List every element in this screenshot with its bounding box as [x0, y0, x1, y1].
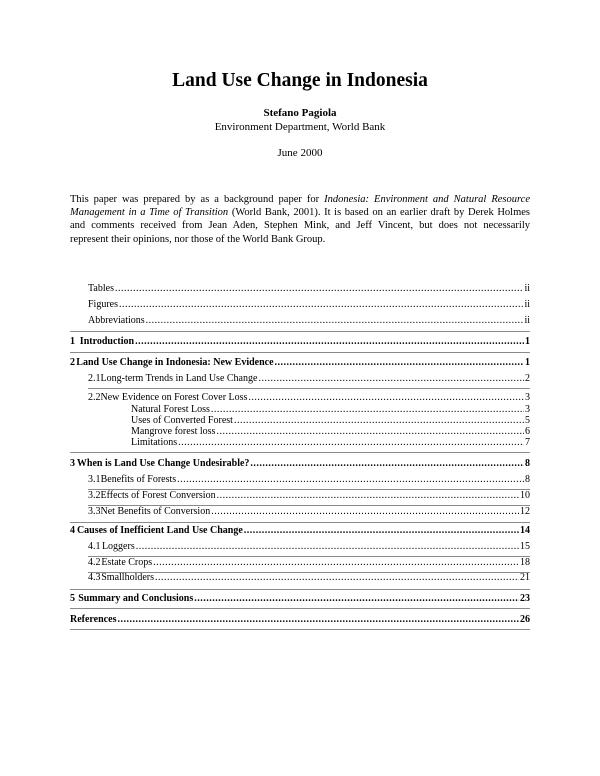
toc-leader	[211, 505, 519, 518]
toc-page: 8	[525, 474, 530, 485]
toc-leader	[146, 314, 524, 327]
toc-divider	[70, 522, 530, 523]
toc-page: 1	[525, 336, 530, 347]
toc-label: Tables	[88, 283, 114, 294]
toc-entry-section-5[interactable]	[70, 592, 530, 605]
toc-leader	[136, 540, 519, 553]
toc-label: When is Land Use Change Undesirable?	[76, 458, 250, 469]
toc-leader	[244, 524, 519, 537]
toc-number: 4.1	[88, 541, 101, 552]
abstract-line-1	[70, 193, 530, 206]
toc-number: 3.1	[88, 474, 101, 485]
toc-divider	[70, 608, 530, 609]
toc-label: Land Use Change in Indonesia: New Evidence	[76, 357, 274, 368]
author-affiliation: Environment Department, World Bank	[214, 121, 386, 133]
toc-divider	[70, 629, 530, 630]
toc-page: 2	[525, 373, 530, 384]
toc-page: ii	[524, 315, 530, 326]
toc-page: ii	[524, 299, 530, 310]
abstract-italic-title: Management in a Time of Transition	[70, 207, 229, 219]
toc-label: New Evidence on Forest Cover Loss	[100, 392, 248, 403]
toc-entry-section-4-1[interactable]	[88, 540, 530, 553]
toc-entry-section-3[interactable]	[70, 457, 530, 470]
toc-divider	[70, 331, 530, 332]
toc-entry-references[interactable]	[70, 613, 530, 626]
toc-page: 15	[520, 541, 530, 552]
toc-label: Long-term Trends in Land Use Change	[100, 373, 258, 384]
toc-leader	[119, 298, 523, 311]
toc-page: 1	[525, 357, 530, 368]
toc-label: Natural Forest Loss	[131, 404, 210, 415]
toc-number: 1	[70, 336, 75, 347]
toc-label: Summary and Conclusions	[78, 593, 194, 604]
toc-page: 12	[520, 506, 530, 517]
toc-label: Introduction	[79, 336, 135, 347]
toc-divider	[88, 388, 530, 389]
toc-label: Loggers	[101, 541, 135, 552]
toc-number: 5	[70, 593, 75, 604]
toc-leader	[177, 473, 524, 486]
toc-divider	[70, 589, 530, 590]
toc-page: 26	[520, 614, 530, 625]
toc-number: 2.1	[88, 373, 101, 384]
toc-entry-section-4-2[interactable]	[88, 556, 530, 569]
toc-number: 2	[70, 357, 75, 368]
toc-leader	[117, 613, 519, 626]
toc-label: References	[70, 614, 117, 625]
toc-entry-section-1[interactable]	[70, 335, 530, 348]
toc-entry-figures[interactable]	[88, 298, 530, 311]
toc-page: 21	[520, 572, 530, 583]
toc-leader	[178, 436, 524, 449]
toc-label: Abbreviations	[88, 315, 145, 326]
toc-entry-limitations[interactable]	[131, 436, 530, 449]
toc-page: 10	[520, 490, 530, 501]
toc-entry-section-4[interactable]	[70, 524, 530, 537]
toc-leader	[194, 592, 519, 605]
toc-entry-section-3-2[interactable]	[88, 489, 530, 502]
toc-leader	[275, 356, 524, 369]
toc-page: 7	[525, 437, 530, 448]
toc-label: Benefits of Forests	[100, 474, 177, 485]
abstract-text: This paper was prepared by as a background paper for	[70, 194, 325, 205]
abstract-line-4: represent their opinions, nor those of the World Bank Group.	[70, 233, 326, 245]
toc-leader	[155, 571, 519, 584]
abstract-text: (World Bank, 2001). It is based on an earlier draft by Derek Holmes	[228, 207, 530, 219]
toc-entry-abbreviations[interactable]	[88, 314, 530, 327]
toc-leader	[115, 282, 523, 295]
toc-leader	[258, 372, 524, 385]
toc-number: 4.3	[88, 572, 101, 583]
toc-page: 6	[525, 426, 530, 437]
toc-page: 3	[525, 404, 530, 415]
toc-label: Net Benefits of Conversion	[100, 506, 211, 517]
toc-label: Figures	[88, 299, 118, 310]
document-date: June 2000	[277, 147, 323, 159]
toc-page: 3	[525, 392, 530, 403]
toc-number: 3	[70, 458, 75, 469]
author-name: Stefano Pagiola	[263, 107, 337, 119]
toc-page: 8	[525, 458, 530, 469]
toc-page: 23	[520, 593, 530, 604]
toc-divider	[70, 452, 530, 453]
toc-number: 4	[70, 525, 75, 536]
toc-entry-section-2-1[interactable]	[88, 372, 530, 385]
abstract-paragraph	[70, 193, 530, 246]
toc-leader	[217, 489, 519, 502]
toc-label: Smallholders	[101, 572, 155, 583]
toc-label: Causes of Inefficient Land Use Change	[76, 525, 243, 536]
toc-number: 3.2	[88, 490, 101, 501]
toc-entry-tables[interactable]	[88, 282, 530, 295]
abstract-line-3: and comments received from Jean Aden, Stephen Mink, and Jeff Vincent, but does not necessarily	[70, 220, 530, 232]
toc-label: Effects of Forest Conversion	[100, 490, 216, 501]
toc-entry-section-3-3[interactable]	[88, 505, 530, 518]
toc-number: 4.2	[88, 557, 101, 568]
abstract-line-2	[70, 206, 530, 219]
toc-page: 14	[520, 525, 530, 536]
abstract-italic-title: Indonesia: Environment and Natural Resource	[324, 194, 531, 205]
toc-divider	[70, 352, 530, 353]
toc-label: Uses of Converted Forest	[131, 415, 233, 426]
toc-leader	[250, 457, 524, 470]
toc-page: 18	[520, 557, 530, 568]
toc-entry-section-4-3[interactable]	[88, 571, 530, 584]
toc-entry-section-3-1[interactable]	[88, 473, 530, 486]
document-title: Land Use Change in Indonesia	[172, 70, 428, 91]
toc-label: Mangrove forest loss	[131, 426, 216, 437]
toc-page: 5	[525, 415, 530, 426]
toc-leader	[153, 556, 519, 569]
toc-entry-section-2[interactable]	[70, 356, 530, 369]
toc-label: Limitations	[131, 437, 178, 448]
toc-label: Estate Crops	[101, 557, 153, 568]
toc-page: ii	[524, 283, 530, 294]
toc-leader	[135, 335, 524, 348]
toc-number: 3.3	[88, 506, 101, 517]
toc-number: 2.2	[88, 392, 101, 403]
